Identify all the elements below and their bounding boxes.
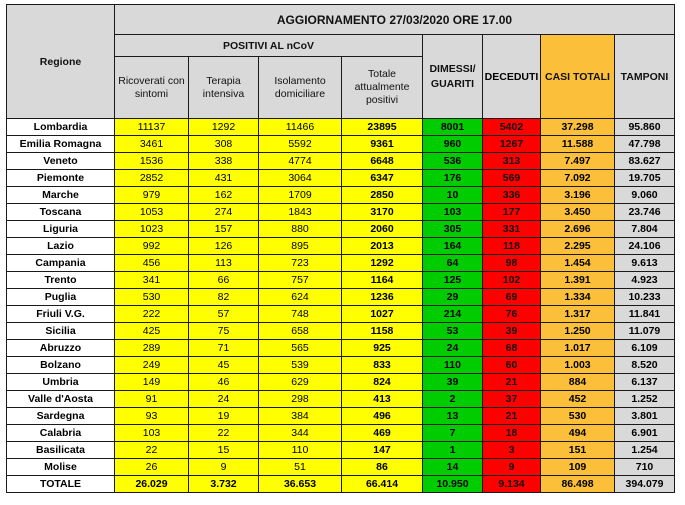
cell-terapia: 274 <box>189 204 259 221</box>
cell-isolamento: 3064 <box>259 170 342 187</box>
header-region: Regione <box>7 5 115 119</box>
table-row <box>7 323 675 340</box>
cell-regione: Sardegna <box>7 408 115 425</box>
cell-terapia: 71 <box>189 340 259 357</box>
cell-regione: Bolzano <box>7 357 115 374</box>
cell-dimessi: 64 <box>423 255 483 272</box>
cell-dimessi: 164 <box>423 238 483 255</box>
cell-tamponi: 1.254 <box>615 442 675 459</box>
cell-totale-positivi: 833 <box>342 357 423 374</box>
page-title: AGGIORNAMENTO 27/03/2020 ORE 17.00 <box>115 5 675 35</box>
cell-ricoverati: 341 <box>115 272 189 289</box>
cell-ricoverati: 2852 <box>115 170 189 187</box>
cell-terapia: 1292 <box>189 119 259 136</box>
cell-regione: Campania <box>7 255 115 272</box>
cell-regione: Emilia Romagna <box>7 136 115 153</box>
header-dimessi: DIMESSI/ GUARITI <box>423 35 483 119</box>
table-row <box>7 204 675 221</box>
cell-deceduti: 76 <box>483 306 541 323</box>
covid-table-container <box>6 4 675 493</box>
cell-regione: Sicilia <box>7 323 115 340</box>
cell-totale-positivi: 824 <box>342 374 423 391</box>
totals-row <box>7 476 675 493</box>
cell-regione: Abruzzo <box>7 340 115 357</box>
cell-deceduti: 37 <box>483 391 541 408</box>
table-row <box>7 119 675 136</box>
cell-casi-totali: 884 <box>541 374 615 391</box>
cell-dimessi: 110 <box>423 357 483 374</box>
cell-tamponi: 710 <box>615 459 675 476</box>
cell-dimessi: 8001 <box>423 119 483 136</box>
cell-ricoverati: 530 <box>115 289 189 306</box>
cell-casi-totali: 530 <box>541 408 615 425</box>
header-terapia: Terapia intensiva <box>189 57 259 119</box>
cell-tamponi: 11.079 <box>615 323 675 340</box>
table-row <box>7 170 675 187</box>
cell-isolamento: 757 <box>259 272 342 289</box>
cell-ricoverati: 11137 <box>115 119 189 136</box>
cell-totale-positivi: 1158 <box>342 323 423 340</box>
cell-dimessi: 24 <box>423 340 483 357</box>
table-row <box>7 272 675 289</box>
cell-isolamento: 565 <box>259 340 342 357</box>
cell-ricoverati: 979 <box>115 187 189 204</box>
cell-deceduti: 39 <box>483 323 541 340</box>
cell-dimessi: 53 <box>423 323 483 340</box>
header-deceduti: DECEDUTI <box>483 35 541 119</box>
cell-deceduti: 331 <box>483 221 541 238</box>
total-terapia: 3.732 <box>189 476 259 493</box>
cell-terapia: 113 <box>189 255 259 272</box>
cell-dimessi: 103 <box>423 204 483 221</box>
cell-casi-totali: 7.092 <box>541 170 615 187</box>
cell-casi-totali: 7.497 <box>541 153 615 170</box>
cell-ricoverati: 103 <box>115 425 189 442</box>
cell-tamponi: 11.841 <box>615 306 675 323</box>
cell-tamponi: 47.798 <box>615 136 675 153</box>
cell-tamponi: 4.923 <box>615 272 675 289</box>
cell-totale-positivi: 3170 <box>342 204 423 221</box>
cell-dimessi: 536 <box>423 153 483 170</box>
cell-ricoverati: 222 <box>115 306 189 323</box>
cell-dimessi: 214 <box>423 306 483 323</box>
total-tamponi: 394.079 <box>615 476 675 493</box>
table-row <box>7 340 675 357</box>
table-row <box>7 187 675 204</box>
cell-isolamento: 344 <box>259 425 342 442</box>
cell-tamponi: 9.060 <box>615 187 675 204</box>
cell-ricoverati: 992 <box>115 238 189 255</box>
header-isolamento: Isolamento domiciliare <box>259 57 342 119</box>
cell-isolamento: 895 <box>259 238 342 255</box>
cell-deceduti: 9 <box>483 459 541 476</box>
cell-tamponi: 9.613 <box>615 255 675 272</box>
cell-terapia: 9 <box>189 459 259 476</box>
cell-dimessi: 29 <box>423 289 483 306</box>
cell-deceduti: 21 <box>483 374 541 391</box>
cell-casi-totali: 2.295 <box>541 238 615 255</box>
cell-casi-totali: 1.391 <box>541 272 615 289</box>
cell-terapia: 57 <box>189 306 259 323</box>
header-casi-totali: CASI TOTALI <box>541 35 615 119</box>
cell-deceduti: 60 <box>483 357 541 374</box>
cell-ricoverati: 249 <box>115 357 189 374</box>
cell-dimessi: 2 <box>423 391 483 408</box>
cell-terapia: 308 <box>189 136 259 153</box>
cell-casi-totali: 1.003 <box>541 357 615 374</box>
cell-regione: Lazio <box>7 238 115 255</box>
cell-casi-totali: 494 <box>541 425 615 442</box>
cell-isolamento: 748 <box>259 306 342 323</box>
cell-casi-totali: 452 <box>541 391 615 408</box>
cell-isolamento: 110 <box>259 442 342 459</box>
cell-dimessi: 960 <box>423 136 483 153</box>
cell-regione: Puglia <box>7 289 115 306</box>
cell-regione: Lombardia <box>7 119 115 136</box>
total-deceduti: 9.134 <box>483 476 541 493</box>
cell-isolamento: 880 <box>259 221 342 238</box>
cell-casi-totali: 1.317 <box>541 306 615 323</box>
cell-deceduti: 98 <box>483 255 541 272</box>
cell-regione: Veneto <box>7 153 115 170</box>
table-row <box>7 306 675 323</box>
cell-deceduti: 569 <box>483 170 541 187</box>
cell-terapia: 126 <box>189 238 259 255</box>
cell-ricoverati: 26 <box>115 459 189 476</box>
cell-deceduti: 5402 <box>483 119 541 136</box>
cell-dimessi: 125 <box>423 272 483 289</box>
cell-terapia: 46 <box>189 374 259 391</box>
cell-tamponi: 24.106 <box>615 238 675 255</box>
total-dimessi: 10.950 <box>423 476 483 493</box>
cell-deceduti: 18 <box>483 425 541 442</box>
cell-totale-positivi: 925 <box>342 340 423 357</box>
cell-isolamento: 4774 <box>259 153 342 170</box>
cell-tamponi: 6.901 <box>615 425 675 442</box>
table-row <box>7 357 675 374</box>
cell-regione: Piemonte <box>7 170 115 187</box>
cell-ricoverati: 93 <box>115 408 189 425</box>
cell-totale-positivi: 2850 <box>342 187 423 204</box>
cell-terapia: 82 <box>189 289 259 306</box>
table-row <box>7 391 675 408</box>
cell-deceduti: 68 <box>483 340 541 357</box>
total-totale-positivi: 66.414 <box>342 476 423 493</box>
cell-totale-positivi: 1027 <box>342 306 423 323</box>
cell-totale-positivi: 2060 <box>342 221 423 238</box>
cell-casi-totali: 1.017 <box>541 340 615 357</box>
cell-isolamento: 629 <box>259 374 342 391</box>
cell-terapia: 157 <box>189 221 259 238</box>
cell-totale-positivi: 6648 <box>342 153 423 170</box>
cell-deceduti: 102 <box>483 272 541 289</box>
totals-label: TOTALE <box>7 476 115 493</box>
cell-terapia: 338 <box>189 153 259 170</box>
cell-tamponi: 83.627 <box>615 153 675 170</box>
table-body <box>7 119 675 476</box>
cell-dimessi: 14 <box>423 459 483 476</box>
cell-tamponi: 19.705 <box>615 170 675 187</box>
cell-totale-positivi: 469 <box>342 425 423 442</box>
cell-regione: Friuli V.G. <box>7 306 115 323</box>
cell-terapia: 24 <box>189 391 259 408</box>
table-row <box>7 408 675 425</box>
cell-terapia: 75 <box>189 323 259 340</box>
cell-deceduti: 177 <box>483 204 541 221</box>
cell-terapia: 431 <box>189 170 259 187</box>
cell-isolamento: 5592 <box>259 136 342 153</box>
cell-totale-positivi: 413 <box>342 391 423 408</box>
cell-casi-totali: 11.588 <box>541 136 615 153</box>
table-row <box>7 374 675 391</box>
cell-regione: Basilicata <box>7 442 115 459</box>
cell-regione: Calabria <box>7 425 115 442</box>
cell-isolamento: 539 <box>259 357 342 374</box>
cell-totale-positivi: 147 <box>342 442 423 459</box>
cell-deceduti: 336 <box>483 187 541 204</box>
cell-tamponi: 7.804 <box>615 221 675 238</box>
cell-regione: Umbria <box>7 374 115 391</box>
cell-ricoverati: 1536 <box>115 153 189 170</box>
cell-ricoverati: 289 <box>115 340 189 357</box>
cell-terapia: 22 <box>189 425 259 442</box>
cell-totale-positivi: 9361 <box>342 136 423 153</box>
cell-terapia: 66 <box>189 272 259 289</box>
header-tamponi: TAMPONI <box>615 35 675 119</box>
cell-ricoverati: 1023 <box>115 221 189 238</box>
cell-deceduti: 69 <box>483 289 541 306</box>
cell-regione: Liguria <box>7 221 115 238</box>
cell-terapia: 15 <box>189 442 259 459</box>
cell-dimessi: 13 <box>423 408 483 425</box>
header-totale-positivi: Totale attualmente positivi <box>342 57 423 119</box>
cell-totale-positivi: 2013 <box>342 238 423 255</box>
cell-terapia: 162 <box>189 187 259 204</box>
cell-tamponi: 95.860 <box>615 119 675 136</box>
cell-isolamento: 384 <box>259 408 342 425</box>
cell-tamponi: 23.746 <box>615 204 675 221</box>
cell-ricoverati: 425 <box>115 323 189 340</box>
header-ricoverati: Ricoverati con sintomi <box>115 57 189 119</box>
table-row <box>7 136 675 153</box>
cell-isolamento: 723 <box>259 255 342 272</box>
cell-casi-totali: 1.334 <box>541 289 615 306</box>
cell-tamponi: 1.252 <box>615 391 675 408</box>
cell-dimessi: 7 <box>423 425 483 442</box>
cell-casi-totali: 1.454 <box>541 255 615 272</box>
cell-dimessi: 39 <box>423 374 483 391</box>
cell-deceduti: 118 <box>483 238 541 255</box>
cell-ricoverati: 1053 <box>115 204 189 221</box>
cell-regione: Marche <box>7 187 115 204</box>
cell-isolamento: 1709 <box>259 187 342 204</box>
total-ricoverati: 26.029 <box>115 476 189 493</box>
cell-regione: Valle d'Aosta <box>7 391 115 408</box>
total-casi: 86.498 <box>541 476 615 493</box>
cell-isolamento: 11466 <box>259 119 342 136</box>
cell-regione: Toscana <box>7 204 115 221</box>
cell-deceduti: 3 <box>483 442 541 459</box>
cell-dimessi: 305 <box>423 221 483 238</box>
cell-totale-positivi: 6347 <box>342 170 423 187</box>
cell-isolamento: 624 <box>259 289 342 306</box>
cell-deceduti: 313 <box>483 153 541 170</box>
cell-casi-totali: 37.298 <box>541 119 615 136</box>
cell-totale-positivi: 1292 <box>342 255 423 272</box>
table-row <box>7 289 675 306</box>
cell-casi-totali: 151 <box>541 442 615 459</box>
cell-totale-positivi: 496 <box>342 408 423 425</box>
cell-terapia: 19 <box>189 408 259 425</box>
cell-dimessi: 176 <box>423 170 483 187</box>
cell-dimessi: 10 <box>423 187 483 204</box>
cell-regione: Trento <box>7 272 115 289</box>
cell-ricoverati: 22 <box>115 442 189 459</box>
cell-deceduti: 21 <box>483 408 541 425</box>
cell-ricoverati: 3461 <box>115 136 189 153</box>
header-positivi: POSITIVI AL nCoV <box>115 35 423 57</box>
cell-ricoverati: 456 <box>115 255 189 272</box>
cell-casi-totali: 109 <box>541 459 615 476</box>
covid-data-table <box>6 4 675 493</box>
cell-casi-totali: 3.196 <box>541 187 615 204</box>
cell-ricoverati: 149 <box>115 374 189 391</box>
cell-deceduti: 1267 <box>483 136 541 153</box>
table-row <box>7 153 675 170</box>
cell-totale-positivi: 86 <box>342 459 423 476</box>
cell-regione: Molise <box>7 459 115 476</box>
cell-tamponi: 10.233 <box>615 289 675 306</box>
cell-totale-positivi: 23895 <box>342 119 423 136</box>
cell-totale-positivi: 1164 <box>342 272 423 289</box>
cell-terapia: 45 <box>189 357 259 374</box>
cell-tamponi: 6.109 <box>615 340 675 357</box>
cell-isolamento: 51 <box>259 459 342 476</box>
table-row <box>7 238 675 255</box>
cell-isolamento: 658 <box>259 323 342 340</box>
cell-ricoverati: 91 <box>115 391 189 408</box>
cell-casi-totali: 3.450 <box>541 204 615 221</box>
cell-isolamento: 1843 <box>259 204 342 221</box>
cell-casi-totali: 2.696 <box>541 221 615 238</box>
table-row <box>7 425 675 442</box>
cell-tamponi: 6.137 <box>615 374 675 391</box>
cell-tamponi: 3.801 <box>615 408 675 425</box>
cell-totale-positivi: 1236 <box>342 289 423 306</box>
table-row <box>7 255 675 272</box>
cell-casi-totali: 1.250 <box>541 323 615 340</box>
total-isolamento: 36.653 <box>259 476 342 493</box>
table-row <box>7 442 675 459</box>
cell-isolamento: 298 <box>259 391 342 408</box>
table-row <box>7 221 675 238</box>
cell-dimessi: 1 <box>423 442 483 459</box>
table-row <box>7 459 675 476</box>
cell-tamponi: 8.520 <box>615 357 675 374</box>
